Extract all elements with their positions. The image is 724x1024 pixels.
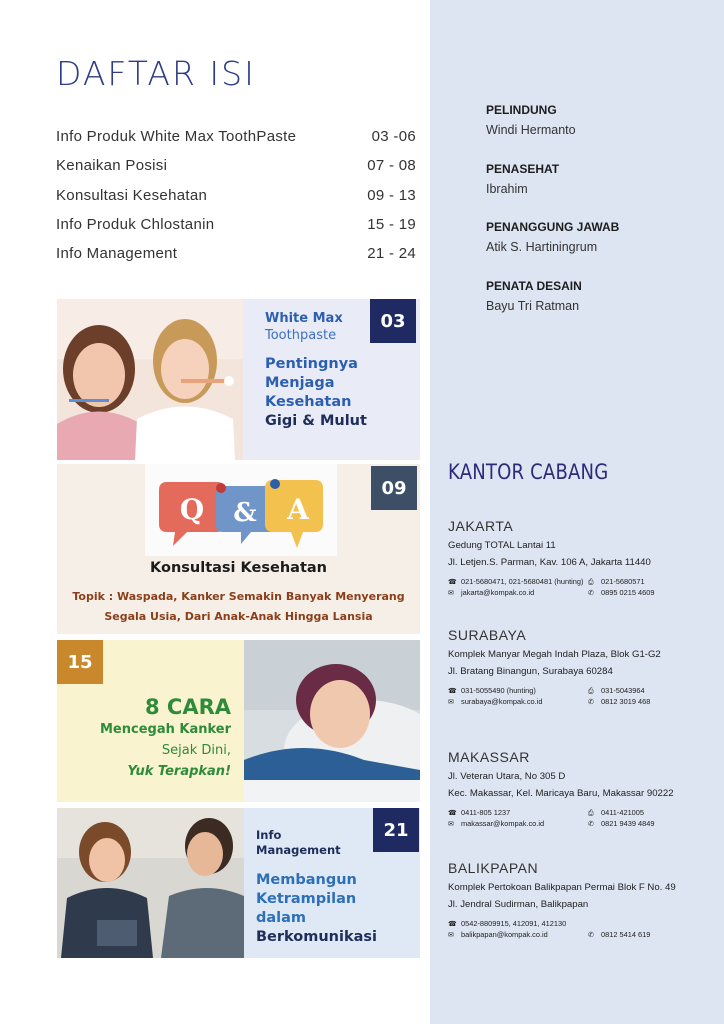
fax-icon: ⎙ [588, 579, 594, 586]
product-label: Toothpaste [265, 328, 337, 343]
article-card-white-max[interactable] [57, 299, 420, 460]
article-headline [256, 871, 377, 947]
topic-line: Segala Usia, Dari Anak-Anak Hingga Lansia [104, 610, 373, 623]
qa-speech-bubbles-illustration [145, 464, 337, 556]
qa-letter: A [287, 493, 309, 526]
branch-email[interactable]: balikpapan@kompak.co.id [461, 930, 548, 939]
staff-name: Atik S. Hartiningrum [486, 240, 598, 254]
mail-icon: ✉ [448, 932, 454, 939]
phone-icon: ☎ [448, 688, 457, 695]
brand-label: White Max [265, 311, 343, 326]
article-headline [57, 695, 231, 782]
fax-icon: ⎙ [588, 688, 594, 695]
phone-icon: ☎ [448, 579, 457, 586]
staff-name: Bayu Tri Ratman [486, 298, 580, 313]
whatsapp-icon: ✆ [588, 821, 594, 828]
branch-fax: 031-5043964 [601, 686, 645, 695]
staff-entry [486, 279, 619, 338]
branch-email[interactable]: jakarta@kompak.co.id [461, 588, 535, 597]
branch-fax: 021-5680571 [601, 577, 645, 586]
branch-fax: 0411-421005 [601, 808, 645, 817]
headline-line: Pentingnya [265, 356, 358, 372]
staff-role: PENASEHAT [486, 161, 560, 176]
headline-line: Gigi & Mulut [265, 413, 367, 429]
branch-email[interactable]: makassar@kompak.co.id [461, 819, 545, 828]
toc-item-pages: 21 - 24 [367, 245, 416, 263]
business-meeting-photo [57, 808, 244, 958]
staff-name: Ibrahim [486, 181, 528, 196]
headline-line: Berkomunikasi [256, 929, 378, 945]
patient-in-bed-photo [244, 640, 420, 802]
branch-whatsapp[interactable]: 0895 0215 4609 [601, 588, 655, 597]
headline-line: Ketrampilan [256, 891, 357, 907]
mail-icon: ✉ [448, 699, 454, 706]
page-number-badge: 03 [370, 299, 416, 343]
toc-item-label: Info Produk Chlostanin [56, 215, 215, 233]
toc-item-pages: 07 - 08 [367, 157, 416, 175]
branch-address-line: Jl. Veteran Utara, No 305 D [448, 771, 566, 782]
toc-item-label: Info Produk White Max ToothPaste [56, 128, 297, 145]
branch-address-line: Kec. Makassar, Kel. Maricaya Baru, Makassar 90222 [448, 788, 674, 799]
branch-phone[interactable]: 031-5055490 (hunting) [461, 686, 536, 695]
toc-item[interactable] [56, 187, 416, 216]
contact-row [448, 577, 708, 588]
toc-item-pages: 03 -06 [371, 128, 416, 145]
toc-item[interactable] [56, 245, 416, 274]
page-number-badge: 21 [373, 808, 419, 852]
headline-big: 8 CARA [144, 695, 231, 719]
branch-jakarta [448, 518, 708, 599]
toc-item[interactable] [56, 128, 416, 157]
article-card-8-cara[interactable] [57, 640, 420, 802]
branch-balikpapan [448, 860, 708, 941]
article-card-management[interactable] [57, 808, 420, 958]
category-line: Management [256, 843, 341, 857]
contact-row [448, 686, 708, 697]
staff-entry [486, 162, 619, 221]
article-topic [57, 587, 420, 627]
kantor-cabang-title: KANTOR CABANG [448, 460, 609, 484]
branch-address-line: Jl. Bratang Binangun, Surabaya 60284 [448, 666, 613, 677]
branch-city: JAKARTA [448, 518, 514, 534]
contact-row [448, 808, 708, 819]
branch-whatsapp[interactable]: 0812 5414 619 [601, 930, 651, 939]
article-title: Konsultasi Kesehatan [150, 560, 327, 576]
mail-icon: ✉ [448, 590, 454, 597]
staff-role: PENANGGUNG JAWAB [486, 220, 620, 234]
branch-address-line: Komplek Pertokoan Balikpapan Permai Blok F No. 49 [448, 882, 676, 893]
toc-list [56, 128, 416, 274]
headline-line: Membangun [256, 872, 357, 888]
contact-row [448, 819, 708, 830]
branch-address-line: Jl. Letjen.S. Parman, Kav. 106 A, Jakarta 11440 [448, 557, 651, 568]
branch-address-line: Komplek Manyar Megah Indah Plaza, Blok G1-G2 [448, 649, 661, 660]
article-category [256, 828, 356, 858]
qa-letter: & [233, 498, 257, 528]
branch-city: BALIKPAPAN [448, 860, 539, 876]
toc-item-label: Info Management [56, 245, 178, 263]
staff-entry [486, 220, 619, 279]
branch-phone[interactable]: 0542-8809915, 412091, 412130 [461, 919, 567, 928]
branch-city: SURABAYA [448, 627, 527, 643]
headline-line: Kesehatan [265, 394, 352, 410]
article-headline [265, 355, 415, 431]
branch-city: MAKASSAR [448, 749, 530, 765]
contact-row [448, 930, 708, 941]
mail-icon: ✉ [448, 821, 454, 828]
branch-email[interactable]: surabaya@kompak.co.id [461, 697, 543, 706]
toc-item-pages: 15 - 19 [367, 215, 416, 233]
whatsapp-icon: ✆ [588, 932, 594, 939]
headline-line: dalam [256, 910, 307, 926]
branch-address-line: Gedung TOTAL Lantai 11 [448, 540, 556, 551]
staff-name: Windi Hermanto [486, 123, 576, 137]
headline-line: Yuk Terapkan! [127, 764, 231, 779]
toc-item-pages: 09 - 13 [367, 186, 416, 204]
branch-whatsapp[interactable]: 0812 3019 468 [601, 697, 651, 706]
page-number-badge: 09 [371, 466, 417, 510]
branch-phone[interactable]: 021-5680471, 021-5680481 (hunting) [461, 577, 584, 586]
branch-whatsapp[interactable]: 0821 9439 4849 [601, 819, 655, 828]
staff-list [486, 103, 619, 337]
staff-role: PELINDUNG [486, 103, 557, 117]
topic-line: Topik : Waspada, Kanker Semakin Banyak Menyerang [72, 590, 405, 603]
category-line: Info [256, 828, 282, 842]
branch-address-line: Jl. Jendral Sudirman, Balikpapan [448, 899, 589, 910]
toc-item-label: Konsultasi Kesehatan [56, 186, 208, 204]
contact-row [448, 697, 708, 708]
toc-item[interactable] [56, 216, 416, 245]
mother-daughter-brushing-photo [57, 299, 243, 460]
qa-letter: Q [179, 493, 205, 526]
article-card-konsultasi[interactable] [57, 464, 420, 634]
toc-item[interactable] [56, 157, 416, 186]
whatsapp-icon: ✆ [588, 699, 594, 706]
headline-line: Sejak Dini, [161, 743, 231, 758]
contact-row [448, 588, 708, 599]
staff-entry [486, 103, 619, 162]
fax-icon: ⎙ [588, 810, 594, 817]
branch-makassar [448, 749, 708, 830]
toc-item-label: Kenaikan Posisi [56, 157, 168, 175]
whatsapp-icon: ✆ [588, 590, 594, 597]
phone-icon: ☎ [448, 810, 457, 817]
headline-line: Menjaga [265, 375, 335, 391]
contact-row [448, 919, 708, 930]
staff-role: PENATA DESAIN [486, 278, 582, 293]
phone-icon: ☎ [448, 921, 457, 928]
page-number-badge: 15 [57, 640, 103, 684]
toc-title: DAFTAR ISI [56, 54, 256, 93]
headline-line: Mencegah Kanker [99, 722, 231, 737]
branch-phone[interactable]: 0411-805 1237 [461, 808, 511, 817]
branch-surabaya [448, 627, 708, 708]
